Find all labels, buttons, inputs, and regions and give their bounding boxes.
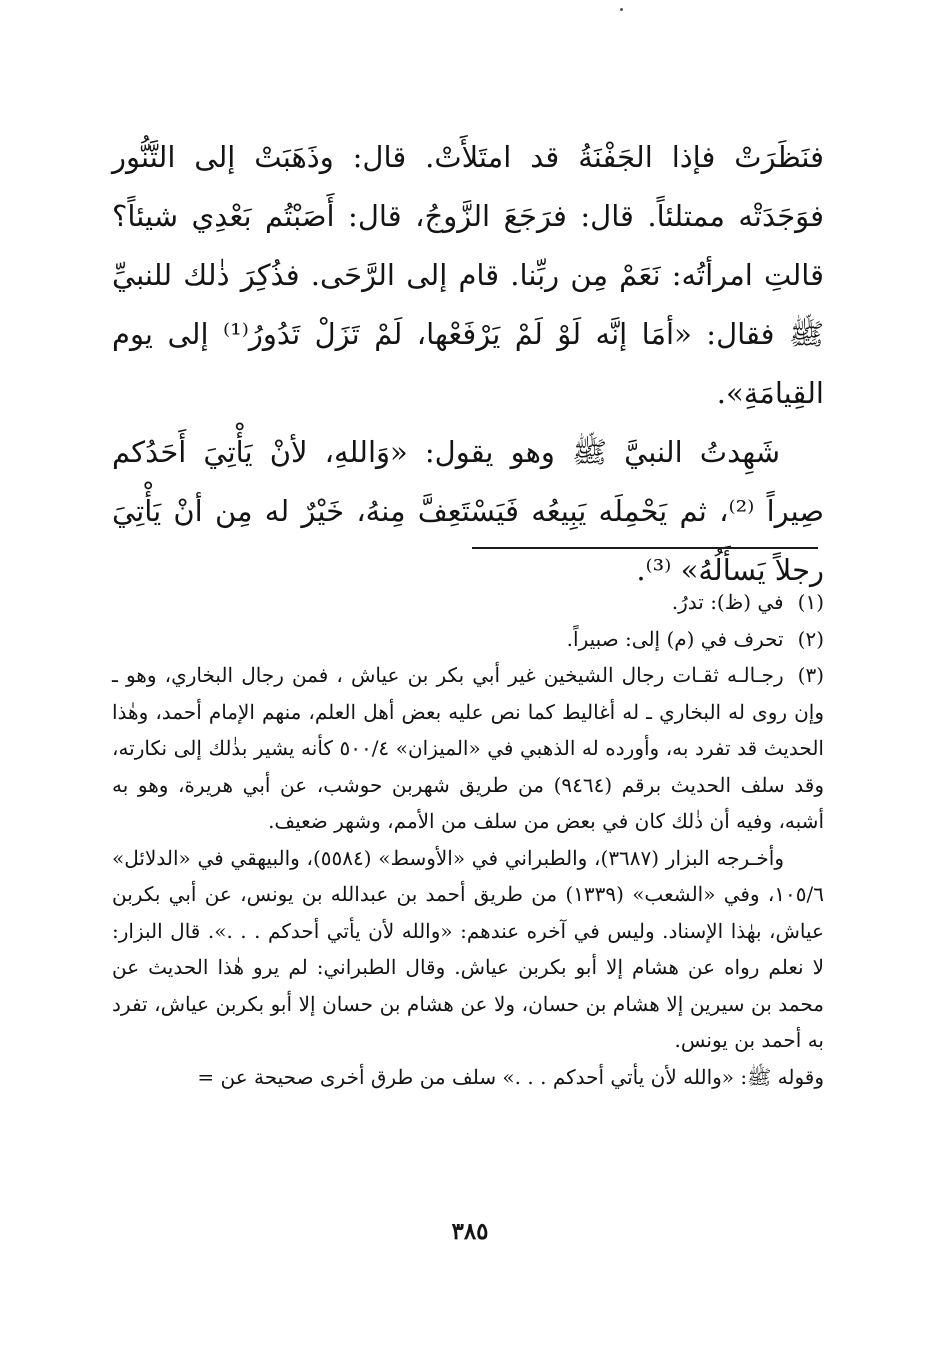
footnote-separator <box>472 547 818 549</box>
continuation-mark: = <box>197 1064 215 1089</box>
footnote-paragraph-continued <box>112 1059 824 1096</box>
main-paragraph-1: فنَظَرَتْ فإذا الجَفْنَةُ قد امتَلأَتْ. قال: وذَهَبَتْ إلى التَّنُّور فوَجَدَتْه ممتلئاً. قال: فرَجَعَ الزَّوجُ، قال: أَصَبْتُم بَعْدِي شيئاً؟ قالتِ امرأتُه: نَعَمْ مِن ربِّنا. قام إلى الرَّحَى. فذُكِرَ ذٰلك للنبيِّ ﷺ فقال: «أمَا إنَّه لَوْ لَمْ يَرْفَعْها، لَمْ تَزَلْ تَدُورُ⁽¹⁾ إلى يوم القِيامَةِ». <box>112 140 824 410</box>
page-number: ٣٨٥ <box>451 1218 489 1245</box>
footnote-text: تحرف في (م) إلى: صبيراً. <box>566 626 784 651</box>
footnote-2 <box>112 621 824 658</box>
footnote-paragraph: وأخـرجه البزار (٣٦٨٧)، والطبراني في «الأوسط» (٥٥٨٤)، والبيهقي في «الدلائل» ١٠٥/٦، وفي «الشعب» (١٣٣٩) من طريق أحمد بن عبدالله بن يونس، عن أبي بكربن عياش، بهٰذا الإسناد. وليس في آخره عندهم: «والله لأن يأتي أحدكم . . .». قال البزار: لا نعلم رواه عن هشام إلا أبو بكربن عياش. وقال الطبراني: لم يرو هٰذا الحديث عن محمد بن سيرين إلا هشام بن حسان، ولا عن هشام بن حسان إلا أبو بكربن عياش، تفرد به أحمد بن يونس. <box>112 845 824 1052</box>
footnote-number: (١) <box>797 590 824 614</box>
footnote-number: (٣) <box>797 663 824 687</box>
footnote-text: في (ظ): تدرُ. <box>671 590 784 614</box>
footnote-text: وقوله ﷺ: «والله لأن يأتي أحدكم . . .» سلف من طرق أخرى صحيحة عن <box>220 1064 824 1089</box>
footnote-1 <box>112 584 824 621</box>
scan-speck <box>620 8 623 11</box>
footnote-3 <box>112 657 824 840</box>
footnotes <box>112 584 824 1095</box>
footnote-number: (٢) <box>797 626 824 651</box>
main-paragraph-2: شَهِدتُ النبيَّ ﷺ وهو يقول: «وَاللهِ، لأنْ يَأْتِيَ أَحَدُكم صِيراً ⁽²⁾، ثم يَحْمِلَه يَبِيعُه فَيَسْتَعِفَّ مِنهُ، خَيْرٌ له مِن أنْ يَأْتِيَ رجلاً يَسأَلُهُ» ⁽³⁾. <box>112 435 825 587</box>
footnote-text: رجـالـه ثقـات رجال الشيخين غير أبي بكر بن عياش ، فمن رجال البخاري، وهو ـ وإن روى له البخاري ـ له أغاليط كما نص عليه بعض أهل العلم، منهم الإمام أحمد، وهٰذا الحديث قد تفرد به، وأورده له الذهبي في «الميزان» ٥٠٠/٤ كأنه يشير بذٰلك إلى نكارته، وقد سلف الحديث برقم (٩٤٦٤) من طريق شهربن حوشب، عن أبي هريرة، وهو به أشبه، وفيه أن ذٰلك كان في بعض من سلف من الأمم، وشهر ضعيف. <box>112 663 824 833</box>
main-text <box>112 128 824 600</box>
